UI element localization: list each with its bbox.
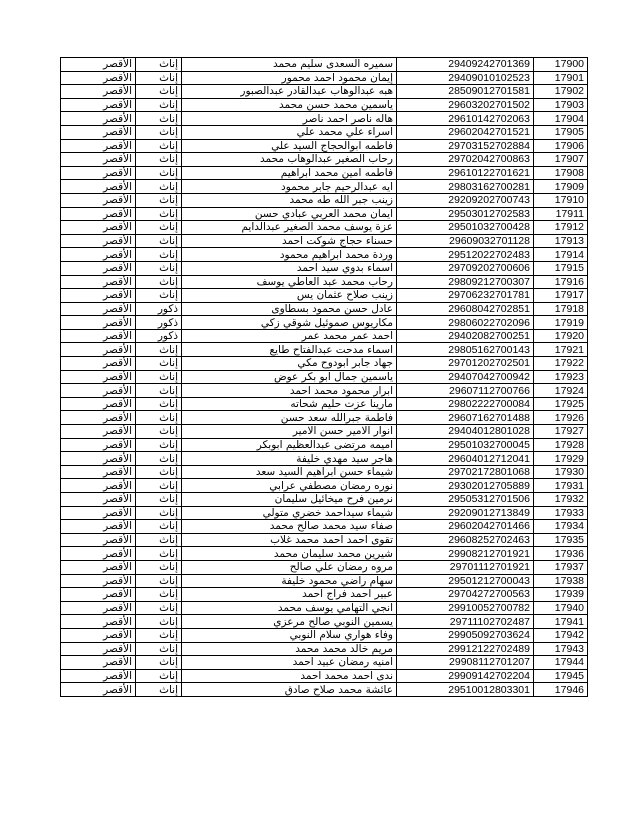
serial-number-cell: 17941	[534, 615, 588, 629]
name-cell: عبير احمد فراج احمد	[182, 588, 397, 602]
name-cell: شيرين محمد سليمان محمد	[182, 547, 397, 561]
name-cell: مكاريوس صموئيل شوقي زكي	[182, 316, 397, 330]
table-row	[61, 112, 588, 126]
national-id-cell: 29703152702884	[397, 139, 534, 153]
governorate-cell: الأقصر	[61, 98, 136, 112]
serial-number-cell: 17934	[534, 520, 588, 534]
gender-cell: إناث	[136, 234, 182, 248]
name-cell: فاطمه امين محمد ابراهيم	[182, 166, 397, 180]
serial-number-cell: 17908	[534, 166, 588, 180]
national-id-cell: 29908112701207	[397, 656, 534, 670]
gender-cell: إناث	[136, 683, 182, 697]
governorate-cell: الأقصر	[61, 465, 136, 479]
name-cell: هاجر سيد مهدي خليفة	[182, 452, 397, 466]
serial-number-cell: 17906	[534, 139, 588, 153]
national-id-cell: 29608042702851	[397, 302, 534, 316]
table-row	[61, 588, 588, 602]
gender-cell: إناث	[136, 533, 182, 547]
governorate-cell: الأقصر	[61, 588, 136, 602]
serial-number-cell: 17933	[534, 506, 588, 520]
governorate-cell: الأقصر	[61, 411, 136, 425]
governorate-cell: الأقصر	[61, 343, 136, 357]
gender-cell: إناث	[136, 166, 182, 180]
governorate-cell: الأقصر	[61, 71, 136, 85]
name-cell: هبه عبدالوهاب عبدالقادر عبدالصبور	[182, 85, 397, 99]
table-row	[61, 261, 588, 275]
name-cell: ابرار محمود محمد احمد	[182, 384, 397, 398]
gender-cell: إناث	[136, 628, 182, 642]
governorate-cell: الأقصر	[61, 153, 136, 167]
table-row	[61, 275, 588, 289]
name-cell: انوار الامير حسن الامير	[182, 425, 397, 439]
national-id-cell: 29610142702063	[397, 112, 534, 126]
national-id-cell: 28509012701581	[397, 85, 534, 99]
national-id-cell: 29711102702487	[397, 615, 534, 629]
table-row	[61, 302, 588, 316]
gender-cell: إناث	[136, 425, 182, 439]
governorate-cell: الأقصر	[61, 520, 136, 534]
table-row	[61, 98, 588, 112]
table-row	[61, 329, 588, 343]
national-id-cell: 29908212701921	[397, 547, 534, 561]
gender-cell: إناث	[136, 669, 182, 683]
national-id-cell: 29704272700563	[397, 588, 534, 602]
serial-number-cell: 17945	[534, 669, 588, 683]
serial-number-cell: 17910	[534, 193, 588, 207]
gender-cell: ذكور	[136, 302, 182, 316]
name-cell: يسمين النوبي صالح مرعزي	[182, 615, 397, 629]
table-row	[61, 234, 588, 248]
governorate-cell: الأقصر	[61, 560, 136, 574]
table-row	[61, 193, 588, 207]
national-id-cell: 29505312701506	[397, 493, 534, 507]
gender-cell: ذكور	[136, 329, 182, 343]
name-cell: وفاء هواري سلام النوبي	[182, 628, 397, 642]
name-cell: احمد عمر محمد عمر	[182, 329, 397, 343]
national-id-cell: 29603202701502	[397, 98, 534, 112]
governorate-cell: الأقصر	[61, 85, 136, 99]
gender-cell: إناث	[136, 601, 182, 615]
table-row	[61, 615, 588, 629]
governorate-cell: الأقصر	[61, 302, 136, 316]
table-row	[61, 289, 588, 303]
gender-cell: إناث	[136, 153, 182, 167]
table-row	[61, 139, 588, 153]
name-cell: تقوى احمد احمد محمد غلاب	[182, 533, 397, 547]
national-id-cell: 29501032700045	[397, 438, 534, 452]
national-id-cell: 29802222700084	[397, 397, 534, 411]
governorate-cell: الأقصر	[61, 248, 136, 262]
governorate-cell: الأقصر	[61, 656, 136, 670]
governorate-cell: الأقصر	[61, 316, 136, 330]
serial-number-cell: 17940	[534, 601, 588, 615]
table-row	[61, 370, 588, 384]
national-id-cell: 29610122701621	[397, 166, 534, 180]
gender-cell: إناث	[136, 520, 182, 534]
name-cell: مريم خالد محمد محمد	[182, 642, 397, 656]
name-cell: وردة محمد ابراهيم محمود	[182, 248, 397, 262]
table-row	[61, 506, 588, 520]
national-id-cell: 29501032700428	[397, 221, 534, 235]
serial-number-cell: 17938	[534, 574, 588, 588]
governorate-cell: الأقصر	[61, 207, 136, 221]
serial-number-cell: 17919	[534, 316, 588, 330]
gender-cell: إناث	[136, 642, 182, 656]
serial-number-cell: 17911	[534, 207, 588, 221]
table-row	[61, 642, 588, 656]
name-cell: شيماء سيداحمد خضري متولي	[182, 506, 397, 520]
governorate-cell: الأقصر	[61, 547, 136, 561]
table-row	[61, 438, 588, 452]
governorate-cell: الأقصر	[61, 125, 136, 139]
table-row	[61, 574, 588, 588]
records-table-body	[61, 58, 588, 697]
serial-number-cell: 17943	[534, 642, 588, 656]
governorate-cell: الأقصر	[61, 533, 136, 547]
name-cell: شيماء حسن ابراهيم السيد سعد	[182, 465, 397, 479]
serial-number-cell: 17909	[534, 180, 588, 194]
table-row	[61, 601, 588, 615]
gender-cell: إناث	[136, 438, 182, 452]
name-cell: سميره السعدى سليم محمد	[182, 58, 397, 72]
national-id-cell: 29409242701369	[397, 58, 534, 72]
governorate-cell: الأقصر	[61, 574, 136, 588]
governorate-cell: الأقصر	[61, 452, 136, 466]
gender-cell: إناث	[136, 411, 182, 425]
national-id-cell: 29803162700281	[397, 180, 534, 194]
table-row	[61, 248, 588, 262]
national-id-cell: 29402082700251	[397, 329, 534, 343]
governorate-cell: الأقصر	[61, 384, 136, 398]
table-row	[61, 493, 588, 507]
name-cell: مروه رمضان علي صالح	[182, 560, 397, 574]
serial-number-cell: 17918	[534, 302, 588, 316]
national-id-cell: 29607112700766	[397, 384, 534, 398]
national-id-cell: 29702172801068	[397, 465, 534, 479]
gender-cell: إناث	[136, 85, 182, 99]
national-id-cell: 29512022702483	[397, 248, 534, 262]
name-cell: رحاب محمد عبد العاطي يوسف	[182, 275, 397, 289]
serial-number-cell: 17935	[534, 533, 588, 547]
gender-cell: إناث	[136, 560, 182, 574]
serial-number-cell: 17936	[534, 547, 588, 561]
serial-number-cell: 17900	[534, 58, 588, 72]
table-row	[61, 316, 588, 330]
serial-number-cell: 17907	[534, 153, 588, 167]
name-cell: انجي التهامي يوسف محمد	[182, 601, 397, 615]
serial-number-cell: 17937	[534, 560, 588, 574]
table-row	[61, 384, 588, 398]
national-id-cell: 29503012702583	[397, 207, 534, 221]
gender-cell: ذكور	[136, 316, 182, 330]
gender-cell: إناث	[136, 357, 182, 371]
name-cell: زينب صلاح عثمان يس	[182, 289, 397, 303]
name-cell: مارينا عزت حليم شحاته	[182, 397, 397, 411]
serial-number-cell: 17931	[534, 479, 588, 493]
gender-cell: إناث	[136, 574, 182, 588]
gender-cell: إناث	[136, 493, 182, 507]
governorate-cell: الأقصر	[61, 479, 136, 493]
governorate-cell: الأقصر	[61, 261, 136, 275]
gender-cell: إناث	[136, 289, 182, 303]
serial-number-cell: 17927	[534, 425, 588, 439]
serial-number-cell: 17929	[534, 452, 588, 466]
table-row	[61, 628, 588, 642]
serial-number-cell: 17925	[534, 397, 588, 411]
governorate-cell: الأقصر	[61, 357, 136, 371]
national-id-cell: 29608252702463	[397, 533, 534, 547]
governorate-cell: الأقصر	[61, 112, 136, 126]
table-row	[61, 397, 588, 411]
table-row	[61, 669, 588, 683]
governorate-cell: الأقصر	[61, 397, 136, 411]
name-cell: ايه عبدالرحيم جابر محمود	[182, 180, 397, 194]
name-cell: صفاء سيد محمد صالح محمد	[182, 520, 397, 534]
governorate-cell: الأقصر	[61, 493, 136, 507]
serial-number-cell: 17926	[534, 411, 588, 425]
serial-number-cell: 17942	[534, 628, 588, 642]
national-id-cell: 29209202700743	[397, 193, 534, 207]
name-cell: عزة يوسف محمد الصغير عبدالدايم	[182, 221, 397, 235]
gender-cell: إناث	[136, 112, 182, 126]
name-cell: عائشة محمد صلاح صادق	[182, 683, 397, 697]
name-cell: زينب جبر الله طه محمد	[182, 193, 397, 207]
governorate-cell: الأقصر	[61, 329, 136, 343]
table-row	[61, 153, 588, 167]
serial-number-cell: 17913	[534, 234, 588, 248]
governorate-cell: الأقصر	[61, 683, 136, 697]
governorate-cell: الأقصر	[61, 642, 136, 656]
governorate-cell: الأقصر	[61, 669, 136, 683]
table-row	[61, 58, 588, 72]
gender-cell: إناث	[136, 547, 182, 561]
governorate-cell: الأقصر	[61, 506, 136, 520]
gender-cell: إناث	[136, 397, 182, 411]
table-row	[61, 180, 588, 194]
serial-number-cell: 17921	[534, 343, 588, 357]
national-id-cell: 29910052700782	[397, 601, 534, 615]
national-id-cell: 29809212700307	[397, 275, 534, 289]
serial-number-cell: 17939	[534, 588, 588, 602]
governorate-cell: الأقصر	[61, 234, 136, 248]
gender-cell: إناث	[136, 465, 182, 479]
gender-cell: إناث	[136, 656, 182, 670]
gender-cell: إناث	[136, 98, 182, 112]
governorate-cell: الأقصر	[61, 139, 136, 153]
governorate-cell: الأقصر	[61, 370, 136, 384]
serial-number-cell: 17946	[534, 683, 588, 697]
table-row	[61, 221, 588, 235]
name-cell: حسناء حجاج شوكت احمد	[182, 234, 397, 248]
records-table	[60, 57, 588, 697]
table-row	[61, 85, 588, 99]
name-cell: ياسمين محمد حسن محمد	[182, 98, 397, 112]
national-id-cell: 29409010102523	[397, 71, 534, 85]
gender-cell: إناث	[136, 58, 182, 72]
serial-number-cell: 17924	[534, 384, 588, 398]
table-row	[61, 343, 588, 357]
governorate-cell: الأقصر	[61, 289, 136, 303]
governorate-cell: الأقصر	[61, 221, 136, 235]
name-cell: سهام راضي محمود خليفة	[182, 574, 397, 588]
national-id-cell: 29912122702489	[397, 642, 534, 656]
serial-number-cell: 17916	[534, 275, 588, 289]
gender-cell: إناث	[136, 615, 182, 629]
gender-cell: إناث	[136, 221, 182, 235]
serial-number-cell: 17912	[534, 221, 588, 235]
name-cell: اسماء بدوي سيد احمد	[182, 261, 397, 275]
national-id-cell: 29909142702204	[397, 669, 534, 683]
gender-cell: إناث	[136, 479, 182, 493]
gender-cell: إناث	[136, 384, 182, 398]
national-id-cell: 29407042700942	[397, 370, 534, 384]
table-row	[61, 452, 588, 466]
name-cell: جهاد جابر ابودوح مكي	[182, 357, 397, 371]
national-id-cell: 29607162701488	[397, 411, 534, 425]
national-id-cell: 29701112701921	[397, 560, 534, 574]
serial-number-cell: 17944	[534, 656, 588, 670]
gender-cell: إناث	[136, 71, 182, 85]
table-row	[61, 411, 588, 425]
name-cell: عادل حسن محمود بسطاوى	[182, 302, 397, 316]
national-id-cell: 29609032701128	[397, 234, 534, 248]
gender-cell: إناث	[136, 193, 182, 207]
governorate-cell: الأقصر	[61, 193, 136, 207]
governorate-cell: الأقصر	[61, 601, 136, 615]
gender-cell: إناث	[136, 370, 182, 384]
national-id-cell: 29602042701466	[397, 520, 534, 534]
name-cell: ايمان محمد العربي عبادي حسن	[182, 207, 397, 221]
serial-number-cell: 17920	[534, 329, 588, 343]
gender-cell: إناث	[136, 139, 182, 153]
serial-number-cell: 17901	[534, 71, 588, 85]
serial-number-cell: 17905	[534, 125, 588, 139]
name-cell: ياسمين جمال ابو بكر عوض	[182, 370, 397, 384]
serial-number-cell: 17932	[534, 493, 588, 507]
governorate-cell: الأقصر	[61, 628, 136, 642]
gender-cell: إناث	[136, 343, 182, 357]
name-cell: اسراء علي محمد علي	[182, 125, 397, 139]
national-id-cell: 29702042700863	[397, 153, 534, 167]
name-cell: اسماء مدحت عبدالفتاح طايع	[182, 343, 397, 357]
serial-number-cell: 17914	[534, 248, 588, 262]
gender-cell: إناث	[136, 506, 182, 520]
gender-cell: إناث	[136, 180, 182, 194]
gender-cell: إناث	[136, 588, 182, 602]
national-id-cell: 29404012801028	[397, 425, 534, 439]
serial-number-cell: 17903	[534, 98, 588, 112]
table-row	[61, 479, 588, 493]
national-id-cell: 29905092703624	[397, 628, 534, 642]
national-id-cell: 29604012712041	[397, 452, 534, 466]
national-id-cell: 29501212700043	[397, 574, 534, 588]
governorate-cell: الأقصر	[61, 425, 136, 439]
gender-cell: إناث	[136, 261, 182, 275]
name-cell: فاطمة جبرالله سعد حسن	[182, 411, 397, 425]
serial-number-cell: 17923	[534, 370, 588, 384]
gender-cell: إناث	[136, 207, 182, 221]
table-row	[61, 207, 588, 221]
national-id-cell: 29806022702096	[397, 316, 534, 330]
national-id-cell: 29209012713849	[397, 506, 534, 520]
serial-number-cell: 17930	[534, 465, 588, 479]
national-id-cell: 29302012705889	[397, 479, 534, 493]
name-cell: هاله ناصر احمد ناصر	[182, 112, 397, 126]
gender-cell: إناث	[136, 248, 182, 262]
name-cell: رحاب الصغير عبدالوهاب محمد	[182, 153, 397, 167]
table-row	[61, 547, 588, 561]
table-row	[61, 125, 588, 139]
governorate-cell: الأقصر	[61, 615, 136, 629]
governorate-cell: الأقصر	[61, 180, 136, 194]
table-row	[61, 533, 588, 547]
national-id-cell: 29510012803301	[397, 683, 534, 697]
governorate-cell: الأقصر	[61, 275, 136, 289]
governorate-cell: الأقصر	[61, 438, 136, 452]
national-id-cell: 29701202702501	[397, 357, 534, 371]
gender-cell: إناث	[136, 275, 182, 289]
table-row	[61, 560, 588, 574]
name-cell: ندى احمد محمد احمد	[182, 669, 397, 683]
gender-cell: إناث	[136, 125, 182, 139]
table-row	[61, 465, 588, 479]
national-id-cell: 29602042701521	[397, 125, 534, 139]
governorate-cell: الأقصر	[61, 58, 136, 72]
national-id-cell: 29805162700143	[397, 343, 534, 357]
name-cell: اميمه مرتضى عبدالعظيم ابوبكر	[182, 438, 397, 452]
table-row	[61, 71, 588, 85]
name-cell: نوره رمضان مصطفي عرابي	[182, 479, 397, 493]
table-row	[61, 166, 588, 180]
governorate-cell: الأقصر	[61, 166, 136, 180]
table-row	[61, 656, 588, 670]
gender-cell: إناث	[136, 452, 182, 466]
serial-number-cell: 17917	[534, 289, 588, 303]
national-id-cell: 29709202700606	[397, 261, 534, 275]
table-row	[61, 425, 588, 439]
table-row	[61, 357, 588, 371]
serial-number-cell: 17922	[534, 357, 588, 371]
table-row	[61, 683, 588, 697]
serial-number-cell: 17904	[534, 112, 588, 126]
name-cell: نرمين فرح ميخائيل سليمان	[182, 493, 397, 507]
national-id-cell: 29706232701781	[397, 289, 534, 303]
serial-number-cell: 17902	[534, 85, 588, 99]
serial-number-cell: 17915	[534, 261, 588, 275]
name-cell: امنيه رمضان عبيد احمد	[182, 656, 397, 670]
name-cell: فاطمه ابوالحجاج السيد علي	[182, 139, 397, 153]
serial-number-cell: 17928	[534, 438, 588, 452]
name-cell: إيمان محمود احمد محمور	[182, 71, 397, 85]
table-row	[61, 520, 588, 534]
